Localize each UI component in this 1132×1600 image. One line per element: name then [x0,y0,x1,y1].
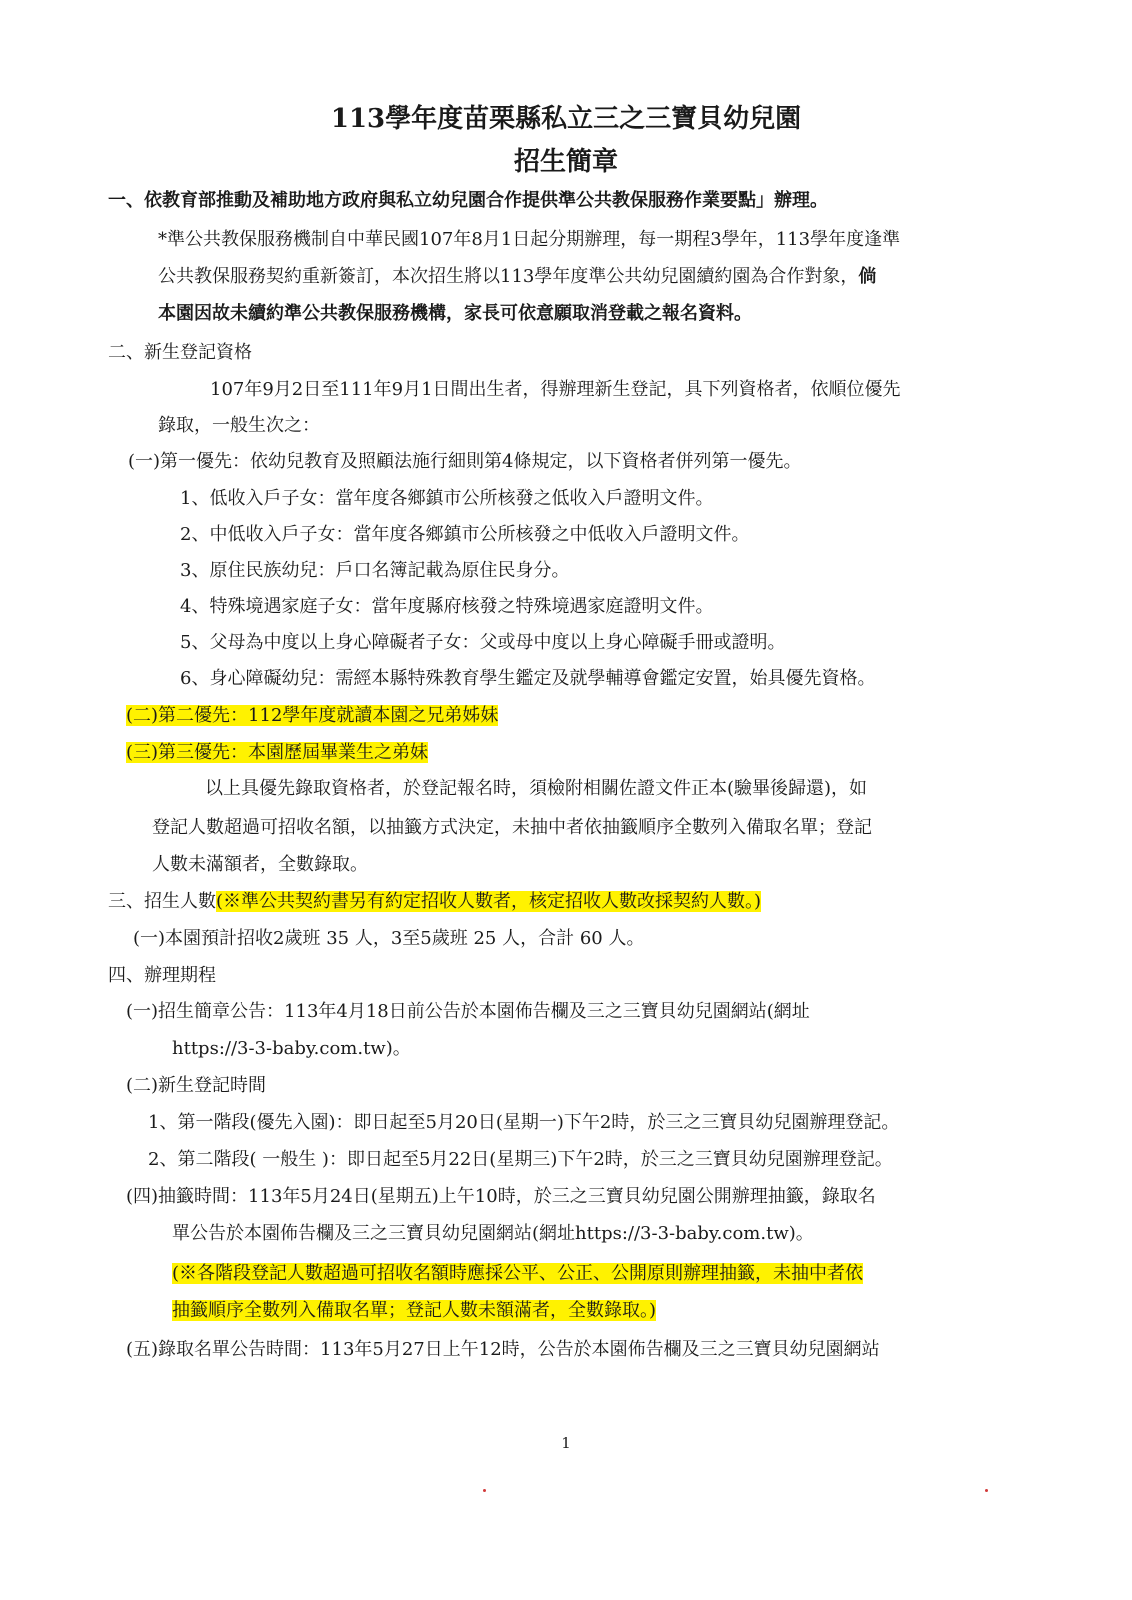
page-number: 1 [561,1434,571,1452]
paragraph-bold-tail: 倘 [858,266,877,287]
paragraph-line: 人數未滿額者，全數錄取。 [152,854,368,875]
paragraph-line: 以上具優先錄取資格者，於登記報名時，須檢附相關佐證文件正本(驗畢後歸還)，如 [205,778,868,799]
section-3-heading [108,889,761,915]
document-subtitle: 招生簡章 [513,147,618,177]
document-title: 113學年度苗栗縣私立三之三寶貝幼兒園 [330,104,802,134]
subsection-line: (五)錄取名單公告時間：113年5月27日上午12時，公告於本園佈告欄及三之三寶貝幼兒園網站 [126,1339,880,1360]
subsection-heading-highlighted [126,740,428,766]
paragraph-line: 登記人數超過可招收名額，以抽籤方式決定，未抽中者依抽籤順序全數列入備取名單；登記 [152,817,872,838]
highlight: (二)第二優先：112學年度就讀本園之兄弟姊妹 [126,705,499,726]
list-item: 3、原住民族幼兒：戶口名簿記載為原住民身分。 [180,560,570,581]
paragraph-text: 公共教保服務契約重新簽訂，本次招生將以113學年度準公共幼兒園續約園為合作對象， [158,266,859,287]
scan-speck [985,1489,988,1492]
section-1-heading [108,188,828,214]
highlight: (三)第三優先：本園歷屆畢業生之弟妹 [126,742,429,763]
note-line-highlighted [172,1298,656,1324]
list-item: 1、低收入戶子女：當年度各鄉鎮市公所核發之低收入戶證明文件。 [180,488,714,509]
paragraph-line: *準公共教保服務機制自中華民國107年8月1日起分期辦理，每一期程3學年，113學年度逢準 [158,229,901,250]
paragraph-line: 錄取，一般生次之： [158,415,320,436]
note-line-highlighted [172,1261,863,1287]
section-3-text: 三、招生人數 [108,891,216,912]
paragraph-line: https://3-3-baby.com.tw)。 [172,1038,411,1059]
list-item: 4、特殊境遇家庭子女：當年度縣府核發之特殊境遇家庭證明文件。 [180,596,714,617]
section-4-heading: 四、辦理期程 [108,965,216,986]
list-item: 1、第一階段(優先入園)：即日起至5月20日(星期一)下午2時，於三之三寶貝幼兒園辦理登記。 [148,1112,900,1133]
section-1-text: 依教育部推動及補助地方政府與私立幼兒園合作提供準公共教保服務作業要點」辦理。 [144,190,828,211]
paragraph-line: 107年9月2日至111年9月1日間出生者，得辦理新生登記，具下列資格者，依順位優先 [210,379,901,400]
paragraph-line-bold: 本園因故未續約準公共教保服務機構，家長可依意願取消登載之報名資料。 [158,303,752,324]
paragraph-line: 單公告於本園佈告欄及三之三寶貝幼兒園網站(網址https://3-3-baby.com.tw)。 [172,1223,814,1244]
list-item: 2、第二階段( 一般生 )：即日起至5月22日(星期三)下午2時，於三之三寶貝幼兒園辦理登記。 [148,1149,893,1170]
scan-speck [483,1489,486,1492]
subsection-heading: (一)第一優先：依幼兒教育及照顧法施行細則第4條規定，以下資格者併列第一優先。 [128,451,802,472]
list-item: 2、中低收入戶子女：當年度各鄉鎮市公所核發之中低收入戶證明文件。 [180,524,750,545]
highlight: (※準公共契約書另有約定招收人數者，核定招收人數改採契約人數。) [216,891,762,912]
subsection-line: (四)抽籤時間：113年5月24日(星期五)上午10時，於三之三寶貝幼兒園公開辦理抽籤，錄取名 [126,1186,876,1207]
paragraph-line [158,264,876,290]
section-2-heading: 二、新生登記資格 [108,342,252,363]
section-1-number: 一、 [108,190,144,211]
highlight: (※各階段登記人數超過可招收名額時應採公平、公正、公開原則辦理抽籤，未抽中者依 [172,1263,864,1284]
highlight: 抽籤順序全數列入備取名單；登記人數未額滿者，全數錄取。) [172,1300,657,1321]
subsection-heading: (二)新生登記時間 [126,1075,267,1096]
list-item: 6、身心障礙幼兒：需經本縣特殊教育學生鑑定及就學輔導會鑑定安置，始具優先資格。 [180,668,876,689]
list-item: 5、父母為中度以上身心障礙者子女：父或母中度以上身心障礙手冊或證明。 [180,632,786,653]
subsection-line: (一)招生簡章公告：113年4月18日前公告於本園佈告欄及三之三寶貝幼兒園網站(網址 [126,1001,810,1022]
subsection-line: (一)本園預計招收2歲班 35 人，3至5歲班 25 人，合計 60 人。 [133,928,645,949]
subsection-heading-highlighted [126,703,498,729]
